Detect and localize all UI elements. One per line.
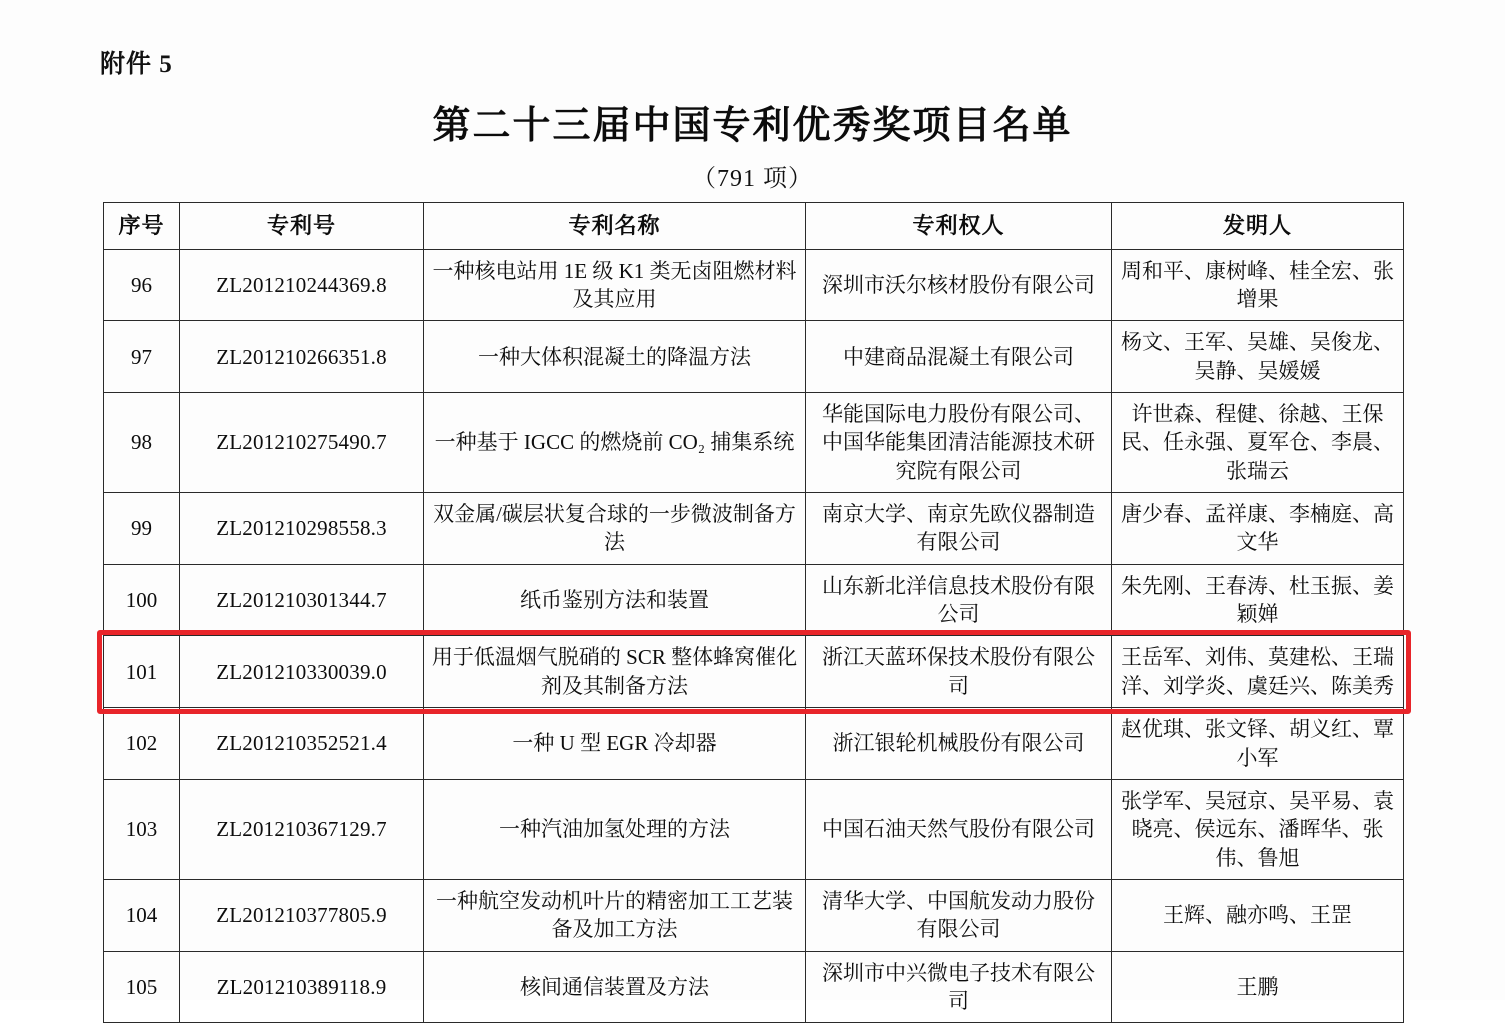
cell-no: 104 [104,879,180,951]
cell-inventors: 张学军、吴冠京、吴平易、袁晓亮、侯远东、潘晖华、张伟、鲁旭 [1112,779,1404,879]
table-row [104,493,1404,565]
cell-patentee: 清华大学、中国航发动力股份有限公司 [806,879,1112,951]
cell-no: 105 [104,951,180,1023]
cell-patentee: 中建商品混凝土有限公司 [806,321,1112,393]
column-header-no: 序号 [104,203,180,250]
cell-inventors: 周和平、康树峰、桂全宏、张增果 [1112,249,1404,321]
cell-patent-number: ZL201210330039.0 [180,636,424,708]
cell-no: 101 [104,636,180,708]
cell-patent-number: ZL201210367129.7 [180,779,424,879]
page-subtitle: （791 项） [692,166,813,192]
table-header-row [104,203,1404,250]
cell-inventors: 朱先刚、王春涛、杜玉振、姜颖婵 [1112,564,1404,636]
cell-patent-name: 一种 U 型 EGR 冷却器 [424,708,806,780]
cell-no: 97 [104,321,180,393]
patent-table-container [103,202,1403,1023]
cell-patent-number: ZL201210301344.7 [180,564,424,636]
table-header [104,203,1404,250]
cell-patent-number: ZL201210266351.8 [180,321,424,393]
table-row [104,393,1404,493]
cell-patent-number: ZL201210244369.8 [180,249,424,321]
cell-patentee: 中国石油天然气股份有限公司 [806,779,1112,879]
cell-patentee: 山东新北洋信息技术股份有限公司 [806,564,1112,636]
cell-no: 103 [104,779,180,879]
cell-no: 100 [104,564,180,636]
patent-table [103,202,1404,1023]
table-row [104,779,1404,879]
cell-patent-name: 一种核电站用 1E 级 K1 类无卤阻燃材料及其应用 [424,249,806,321]
cell-inventors: 赵优琪、张文铎、胡义红、覃小军 [1112,708,1404,780]
table-row [104,321,1404,393]
cell-patent-number: ZL201210389118.9 [180,951,424,1023]
table-body [104,249,1404,1023]
cell-no: 102 [104,708,180,780]
page-title: 第二十三届中国专利优秀奖项目名单 [432,105,1073,147]
cell-patentee: 华能国际电力股份有限公司、中国华能集团清洁能源技术研究院有限公司 [806,393,1112,493]
cell-patent-number: ZL201210275490.7 [180,393,424,493]
table-row [104,249,1404,321]
column-header-patent-name: 专利名称 [424,203,806,250]
cell-inventors: 许世森、程健、徐越、王保民、任永强、夏军仓、李晨、张瑞云 [1112,393,1404,493]
cell-patentee: 深圳市中兴微电子技术有限公司 [806,951,1112,1023]
table-row [104,879,1404,951]
column-header-inventors: 发明人 [1112,203,1404,250]
cell-patent-name: 核间通信装置及方法 [424,951,806,1023]
cell-patent-name: 一种基于 IGCC 的燃烧前 CO₂ 捕集系统 [424,393,806,493]
cell-patent-number: ZL201210298558.3 [180,493,424,565]
cell-inventors: 杨文、王军、吴雄、吴俊龙、吴静、吴媛媛 [1112,321,1404,393]
cell-patentee: 南京大学、南京先欧仪器制造有限公司 [806,493,1112,565]
attachment-label: 附件 5 [100,51,173,78]
cell-patent-name: 一种航空发动机叶片的精密加工工艺装备及加工方法 [424,879,806,951]
cell-patent-name: 双金属/碳层状复合球的一步微波制备方法 [424,493,806,565]
cell-patent-number: ZL201210377805.9 [180,879,424,951]
cell-patent-name: 一种汽油加氢处理的方法 [424,779,806,879]
cell-patent-name: 纸币鉴别方法和装置 [424,564,806,636]
cell-patentee: 深圳市沃尔核材股份有限公司 [806,249,1112,321]
cell-no: 96 [104,249,180,321]
table-row [104,708,1404,780]
cell-patent-name: 一种大体积混凝土的降温方法 [424,321,806,393]
cell-inventors: 唐少春、孟祥康、李楠庭、高文华 [1112,493,1404,565]
table-row [104,951,1404,1023]
column-header-patent-number: 专利号 [180,203,424,250]
cell-inventors: 王鹏 [1112,951,1404,1023]
cell-patentee: 浙江银轮机械股份有限公司 [806,708,1112,780]
table-row-highlighted [104,636,1404,708]
cell-inventors: 王辉、融亦鸣、王罡 [1112,879,1404,951]
cell-patentee: 浙江天蓝环保技术股份有限公司 [806,636,1112,708]
column-header-patentee: 专利权人 [806,203,1112,250]
cell-patent-name: 用于低温烟气脱硝的 SCR 整体蜂窝催化剂及其制备方法 [424,636,806,708]
cell-no: 99 [104,493,180,565]
table-row [104,564,1404,636]
cell-patent-number: ZL201210352521.4 [180,708,424,780]
cell-inventors: 王岳军、刘伟、莫建松、王瑞洋、刘学炎、虞廷兴、陈美秀 [1112,636,1404,708]
cell-no: 98 [104,393,180,493]
